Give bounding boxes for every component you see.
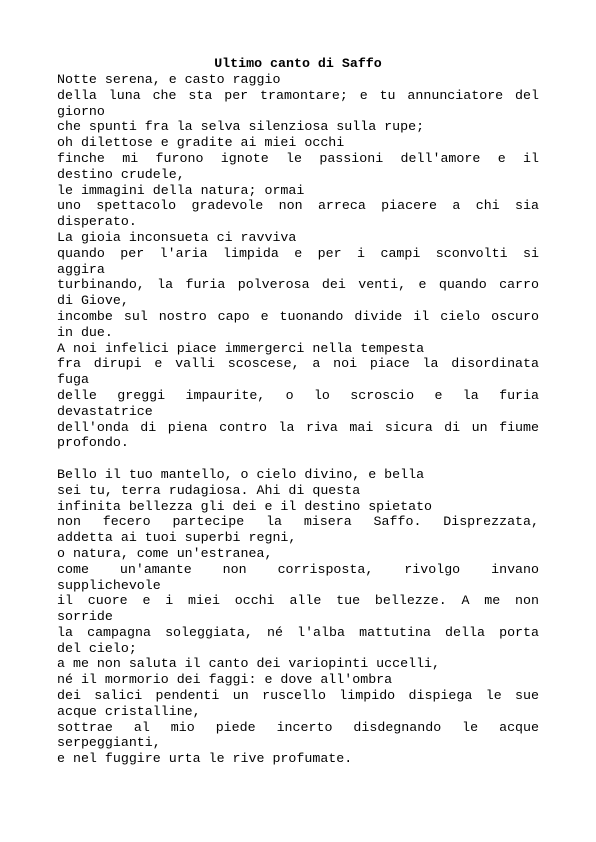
poem-line: che spunti fra la selva silenziosa sulla rupe; (57, 119, 425, 135)
poem-line: La gioia inconsueta ci ravviva (57, 229, 297, 245)
poem-line: giorno (57, 103, 105, 119)
poem-line: aggira (57, 261, 105, 277)
poem-body (57, 72, 539, 767)
poem-line: uno spettacolo gradevole non arreca piacere a chi sia (57, 198, 539, 214)
poem-line: in due. (57, 324, 113, 340)
poem-line: come un'amante non corrisposta, rivolgo invano (57, 561, 539, 577)
poem-line: del cielo; (57, 640, 137, 656)
poem-line: supplichevole (57, 577, 161, 593)
poem-line: dei salici pendenti un ruscello limpido dispiega le sue (57, 688, 539, 704)
poem-line: e nel fuggire urta le rive profumate. (57, 751, 353, 767)
poem-line: incombe sul nostro capo e tuonando divide il cielo oscuro (57, 308, 539, 324)
poem-line: turbinando, la furia polverosa dei venti, e quando carro (57, 277, 539, 293)
poem-line: sei tu, terra rudagiosa. Ahi di questa (57, 482, 361, 498)
poem-line: Notte serena, e casto raggio (57, 72, 281, 87)
poem-line: delle greggi impaurite, o lo scroscio e la furia (57, 387, 539, 403)
poem-line: della luna che sta per tramontare; e tu annunciatore del (57, 87, 539, 103)
poem-line: finche mi furono ignote le passioni dell'amore e il (57, 150, 539, 166)
poem-line: le immagini della natura; ormai (57, 182, 305, 198)
poem-title: Ultimo canto di Saffo (214, 56, 382, 71)
poem-line: sorride (57, 609, 113, 625)
poem-line: il cuore e i miei occhi alle tue bellezze. A me non (57, 593, 539, 609)
poem-line: disperato. (57, 214, 137, 230)
poem-line: serpeggianti, (57, 735, 161, 751)
poem-line: fuga (57, 372, 89, 388)
poem-line: quando per l'aria limpida e per i campi sconvolti si (57, 245, 539, 261)
poem-line: oh dilettose e gradite ai miei occhi (57, 135, 345, 151)
poem-line: dell'onda di piena contro la riva mai sicura di un fiume (57, 419, 539, 435)
poem-line: non fecero partecipe la misera Saffo. Disprezzata, (57, 514, 539, 530)
poem-line: sottrae al mio piede incerto disdegnando le acque (57, 719, 539, 735)
poem-line: acque cristalline, (57, 703, 201, 719)
poem-line: addetta ai tuoi superbi regni, (57, 530, 297, 546)
poem-line: fra dirupi e valli scoscese, a noi piace la disordinata (57, 356, 539, 372)
poem-line: infinita bellezza gli dei e il destino spietato (57, 498, 433, 514)
poem-line: o natura, come un'estranea, (57, 545, 273, 561)
poem-line: la campagna soleggiata, né l'alba mattutina della porta (57, 624, 539, 640)
poem-line: A noi infelici piace immergerci nella tempesta (57, 340, 425, 356)
poem-line: destino crudele, (57, 166, 185, 182)
poem-line: devastatrice (57, 403, 153, 419)
poem-line: né il mormorio dei faggi: e dove all'ombra (57, 672, 393, 688)
poem-line: profondo. (57, 435, 129, 451)
poem-line: Bello il tuo mantello, o cielo divino, e bella (57, 466, 425, 482)
blank-line (57, 451, 539, 467)
poem-line: di Giove, (57, 293, 129, 309)
poem-line: a me non saluta il canto dei variopinti uccelli, (57, 656, 441, 672)
